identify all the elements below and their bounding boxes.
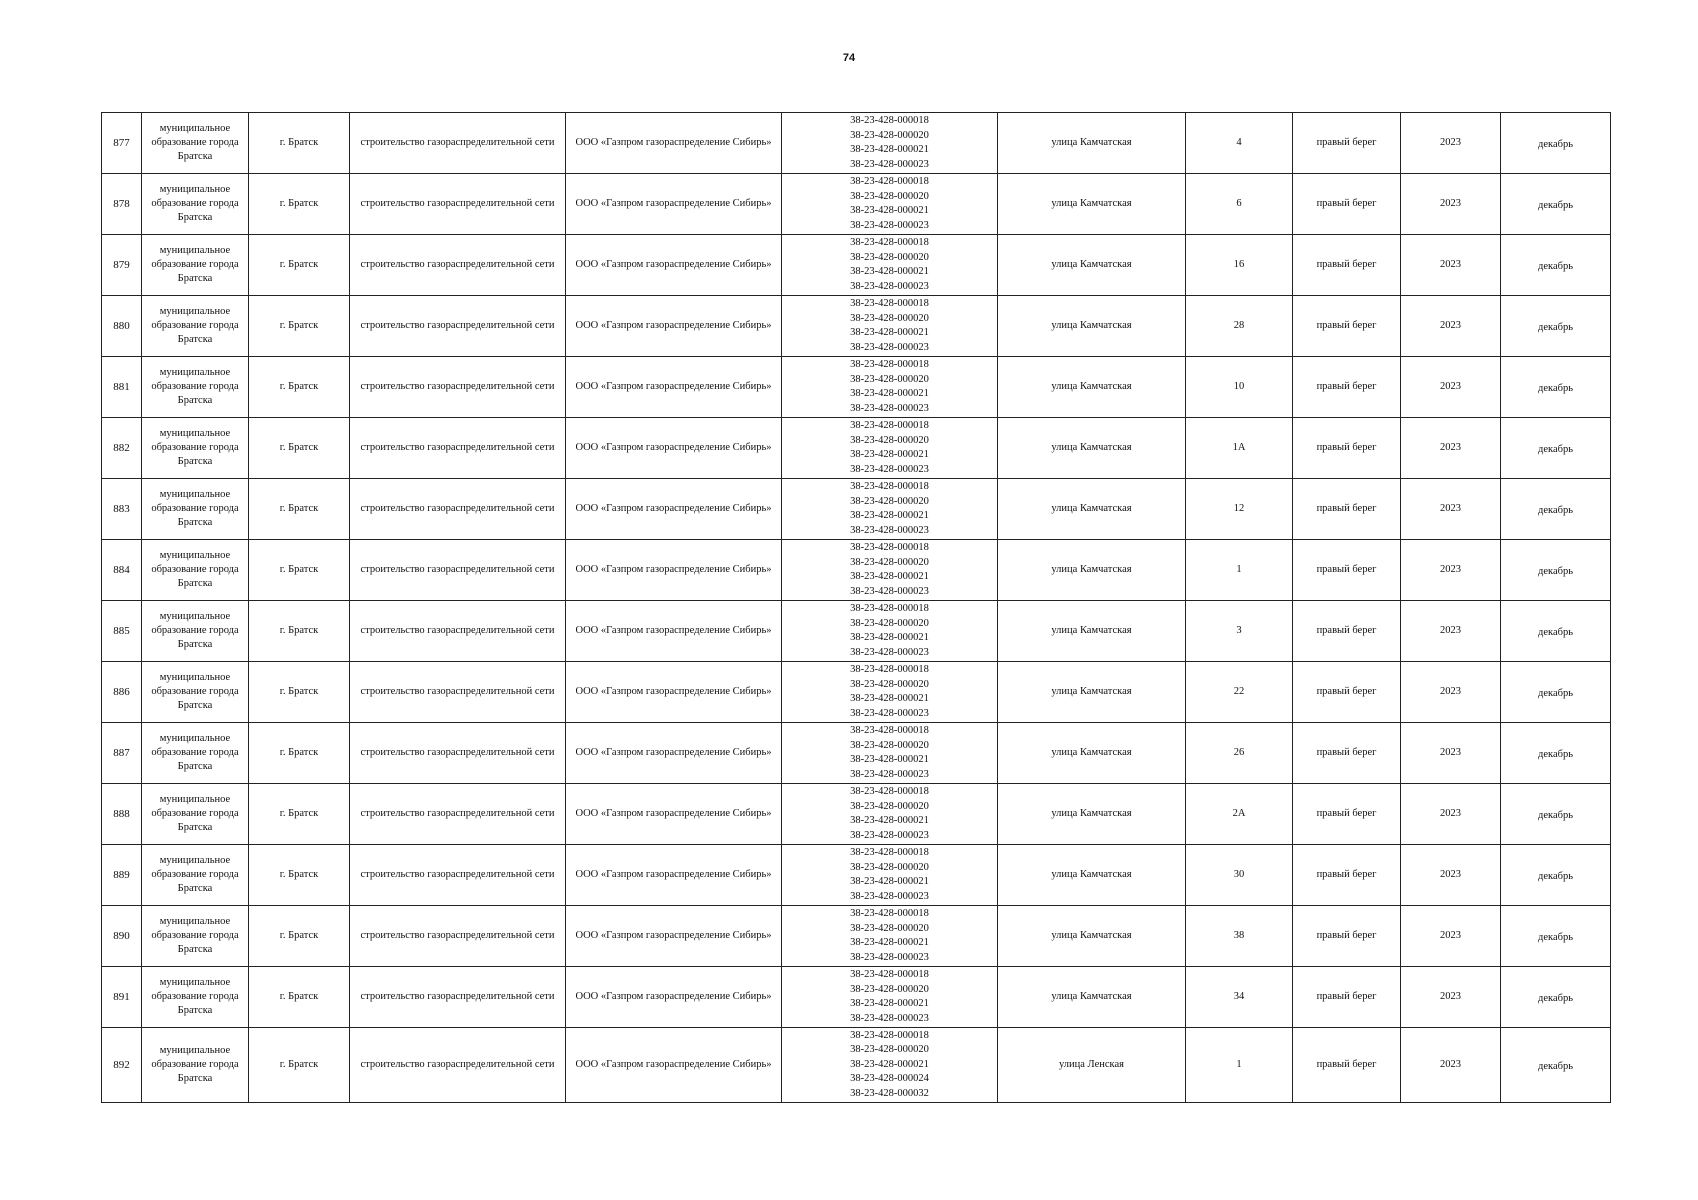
row-number: 879 (102, 235, 142, 296)
river-bank-cell: правый берег (1293, 540, 1401, 601)
year-cell: 2023 (1401, 479, 1501, 540)
cadastral-code: 38-23-428-000021 (850, 998, 929, 1009)
cadastral-code: 38-23-428-000020 (850, 800, 929, 812)
city-cell: г. Братск (249, 906, 350, 967)
row-number: 882 (102, 418, 142, 479)
street-cell: улица Камчатская (998, 906, 1186, 967)
table-row (102, 784, 1611, 845)
cadastral-code: 38-23-428-000021 (850, 510, 929, 521)
street-cell: улица Ленская (998, 1028, 1186, 1103)
table-body (102, 113, 1611, 1103)
street-cell: улица Камчатская (998, 540, 1186, 601)
municipality-cell: муниципальное образование города Братска (142, 662, 249, 723)
cadastral-code: 38-23-428-000020 (850, 495, 929, 507)
year-cell: 2023 (1401, 723, 1501, 784)
cadastral-code: 38-23-428-000018 (850, 1029, 929, 1041)
cadastral-codes-cell (782, 1028, 998, 1103)
cadastral-code: 38-23-428-000020 (850, 922, 929, 934)
cadastral-codes-cell (782, 296, 998, 357)
cadastral-codes-cell (782, 723, 998, 784)
cadastral-code: 38-23-428-000021 (850, 388, 929, 399)
municipality-cell: муниципальное образование города Братска (142, 723, 249, 784)
cadastral-code: 38-23-428-000023 (850, 585, 929, 597)
table-row (102, 662, 1611, 723)
cadastral-code: 38-23-428-000020 (850, 434, 929, 446)
page-number: 74 (842, 52, 856, 64)
row-number: 888 (102, 784, 142, 845)
company-cell: ООО «Газпром газораспределение Сибирь» (566, 906, 782, 967)
year-cell: 2023 (1401, 113, 1501, 174)
city-cell: г. Братск (249, 967, 350, 1028)
city-cell: г. Братск (249, 723, 350, 784)
table-row (102, 296, 1611, 357)
cadastral-code: 38-23-428-000023 (850, 951, 929, 963)
street-cell: улица Камчатская (998, 296, 1186, 357)
work-type-cell: строительство газораспределительной сети (350, 540, 566, 601)
cadastral-code: 38-23-428-000023 (850, 646, 929, 658)
house-number-cell: 10 (1186, 357, 1293, 418)
row-number: 883 (102, 479, 142, 540)
cadastral-codes-cell (782, 235, 998, 296)
year-cell: 2023 (1401, 906, 1501, 967)
municipality-cell: муниципальное образование города Братска (142, 296, 249, 357)
year-cell: 2023 (1401, 540, 1501, 601)
city-cell: г. Братск (249, 479, 350, 540)
year-cell: 2023 (1401, 418, 1501, 479)
cadastral-code: 38-23-428-000018 (850, 542, 929, 553)
month-cell: декабрь (1501, 906, 1611, 967)
municipality-cell: муниципальное образование города Братска (142, 235, 249, 296)
cadastral-code: 38-23-428-000023 (850, 768, 929, 780)
cadastral-code: 38-23-428-000023 (850, 402, 929, 414)
table-row (102, 1028, 1611, 1103)
house-number-cell: 22 (1186, 662, 1293, 723)
municipality-cell: муниципальное образование города Братска (142, 479, 249, 540)
cadastral-code: 38-23-428-000024 (850, 1073, 929, 1085)
cadastral-code: 38-23-428-000020 (850, 678, 929, 690)
month-cell: декабрь (1501, 235, 1611, 296)
company-cell: ООО «Газпром газораспределение Сибирь» (566, 723, 782, 784)
street-cell: улица Камчатская (998, 479, 1186, 540)
work-type-cell: строительство газораспределительной сети (350, 174, 566, 235)
work-type-cell: строительство газораспределительной сети (350, 113, 566, 174)
cadastral-code: 38-23-428-000018 (850, 237, 929, 248)
cadastral-codes-cell (782, 784, 998, 845)
house-number-cell: 30 (1186, 845, 1293, 906)
cadastral-code: 38-23-428-000018 (850, 603, 929, 614)
cadastral-code: 38-23-428-000023 (850, 463, 929, 475)
year-cell: 2023 (1401, 967, 1501, 1028)
city-cell: г. Братск (249, 1028, 350, 1103)
row-number: 886 (102, 662, 142, 723)
river-bank-cell: правый берег (1293, 296, 1401, 357)
municipality-cell: муниципальное образование города Братска (142, 418, 249, 479)
month-cell: декабрь (1501, 174, 1611, 235)
street-cell: улица Камчатская (998, 601, 1186, 662)
month-cell: декабрь (1501, 296, 1611, 357)
month-cell: декабрь (1501, 357, 1611, 418)
cadastral-code: 38-23-428-000018 (850, 359, 929, 370)
month-cell: декабрь (1501, 784, 1611, 845)
cadastral-code: 38-23-428-000018 (850, 786, 929, 797)
house-number-cell: 38 (1186, 906, 1293, 967)
house-number-cell: 28 (1186, 296, 1293, 357)
cadastral-code: 38-23-428-000020 (850, 861, 929, 873)
year-cell: 2023 (1401, 235, 1501, 296)
row-number: 891 (102, 967, 142, 1028)
municipality-cell: муниципальное образование города Братска (142, 1028, 249, 1103)
municipality-cell: муниципальное образование города Братска (142, 174, 249, 235)
cadastral-code: 38-23-428-000020 (850, 373, 929, 385)
cadastral-code: 38-23-428-000021 (850, 266, 929, 277)
work-type-cell: строительство газораспределительной сети (350, 906, 566, 967)
cadastral-code: 38-23-428-000023 (850, 280, 929, 292)
cadastral-code: 38-23-428-000020 (850, 251, 929, 263)
river-bank-cell: правый берег (1293, 235, 1401, 296)
river-bank-cell: правый берег (1293, 357, 1401, 418)
cadastral-code: 38-23-428-000018 (850, 725, 929, 736)
cadastral-code: 38-23-428-000018 (850, 847, 929, 858)
house-number-cell: 3 (1186, 601, 1293, 662)
row-number: 889 (102, 845, 142, 906)
river-bank-cell: правый берег (1293, 601, 1401, 662)
table-row (102, 723, 1611, 784)
company-cell: ООО «Газпром газораспределение Сибирь» (566, 967, 782, 1028)
cadastral-codes-cell (782, 906, 998, 967)
municipality-cell: муниципальное образование города Братска (142, 967, 249, 1028)
work-type-cell: строительство газораспределительной сети (350, 845, 566, 906)
work-type-cell: строительство газораспределительной сети (350, 296, 566, 357)
city-cell: г. Братск (249, 357, 350, 418)
street-cell: улица Камчатская (998, 418, 1186, 479)
year-cell: 2023 (1401, 1028, 1501, 1103)
cadastral-code: 38-23-428-000021 (850, 815, 929, 826)
cadastral-code: 38-23-428-000021 (850, 449, 929, 460)
company-cell: ООО «Газпром газораспределение Сибирь» (566, 601, 782, 662)
company-cell: ООО «Газпром газораспределение Сибирь» (566, 540, 782, 601)
river-bank-cell: правый берег (1293, 967, 1401, 1028)
cadastral-code: 38-23-428-000018 (850, 481, 929, 492)
house-number-cell: 6 (1186, 174, 1293, 235)
table-row (102, 540, 1611, 601)
row-number: 892 (102, 1028, 142, 1103)
city-cell: г. Братск (249, 601, 350, 662)
house-number-cell: 4 (1186, 113, 1293, 174)
work-type-cell: строительство газораспределительной сети (350, 784, 566, 845)
cadastral-code: 38-23-428-000021 (850, 693, 929, 704)
work-type-cell: строительство газораспределительной сети (350, 662, 566, 723)
city-cell: г. Братск (249, 174, 350, 235)
month-cell: декабрь (1501, 723, 1611, 784)
municipality-cell: муниципальное образование города Братска (142, 113, 249, 174)
river-bank-cell: правый берег (1293, 906, 1401, 967)
cadastral-code: 38-23-428-000021 (850, 144, 929, 155)
river-bank-cell: правый берег (1293, 784, 1401, 845)
cadastral-code: 38-23-428-000020 (850, 312, 929, 324)
cadastral-code: 38-23-428-000020 (850, 983, 929, 995)
work-type-cell: строительство газораспределительной сети (350, 357, 566, 418)
cadastral-code: 38-23-428-000020 (850, 1044, 929, 1056)
row-number: 885 (102, 601, 142, 662)
row-number: 884 (102, 540, 142, 601)
cadastral-codes-cell (782, 479, 998, 540)
cadastral-code: 38-23-428-000020 (850, 617, 929, 629)
cadastral-codes-cell (782, 174, 998, 235)
cadastral-code: 38-23-428-000021 (850, 571, 929, 582)
street-cell: улица Камчатская (998, 723, 1186, 784)
city-cell: г. Братск (249, 113, 350, 174)
city-cell: г. Братск (249, 296, 350, 357)
table-row (102, 418, 1611, 479)
cadastral-code: 38-23-428-000018 (850, 420, 929, 431)
table-row (102, 906, 1611, 967)
work-type-cell: строительство газораспределительной сети (350, 479, 566, 540)
cadastral-codes-cell (782, 357, 998, 418)
work-type-cell: строительство газораспределительной сети (350, 723, 566, 784)
street-cell: улица Камчатская (998, 784, 1186, 845)
house-number-cell: 12 (1186, 479, 1293, 540)
river-bank-cell: правый берег (1293, 418, 1401, 479)
year-cell: 2023 (1401, 296, 1501, 357)
city-cell: г. Братск (249, 418, 350, 479)
cadastral-codes-cell (782, 540, 998, 601)
cadastral-codes-cell (782, 113, 998, 174)
river-bank-cell: правый берег (1293, 662, 1401, 723)
municipality-cell: муниципальное образование города Братска (142, 540, 249, 601)
cadastral-code: 38-23-428-000021 (850, 205, 929, 216)
cadastral-codes-cell (782, 967, 998, 1028)
river-bank-cell: правый берег (1293, 479, 1401, 540)
cadastral-code: 38-23-428-000021 (850, 327, 929, 338)
city-cell: г. Братск (249, 540, 350, 601)
city-cell: г. Братск (249, 845, 350, 906)
cadastral-code: 38-23-428-000023 (850, 707, 929, 719)
house-number-cell: 1 (1186, 1028, 1293, 1103)
cadastral-code: 38-23-428-000023 (850, 1012, 929, 1024)
company-cell: ООО «Газпром газораспределение Сибирь» (566, 784, 782, 845)
cadastral-code: 38-23-428-000032 (850, 1087, 929, 1099)
month-cell: декабрь (1501, 601, 1611, 662)
cadastral-codes-cell (782, 418, 998, 479)
year-cell: 2023 (1401, 784, 1501, 845)
cadastral-code: 38-23-428-000023 (850, 890, 929, 902)
year-cell: 2023 (1401, 357, 1501, 418)
table-row (102, 601, 1611, 662)
municipality-cell: муниципальное образование города Братска (142, 784, 249, 845)
river-bank-cell: правый берег (1293, 113, 1401, 174)
house-number-cell: 2А (1186, 784, 1293, 845)
house-number-cell: 26 (1186, 723, 1293, 784)
table-row (102, 113, 1611, 174)
cadastral-code: 38-23-428-000021 (850, 937, 929, 948)
month-cell: декабрь (1501, 967, 1611, 1028)
company-cell: ООО «Газпром газораспределение Сибирь» (566, 418, 782, 479)
street-cell: улица Камчатская (998, 357, 1186, 418)
row-number: 887 (102, 723, 142, 784)
municipality-cell: муниципальное образование города Братска (142, 906, 249, 967)
cadastral-code: 38-23-428-000023 (850, 219, 929, 231)
cadastral-code: 38-23-428-000018 (850, 969, 929, 980)
work-type-cell: строительство газораспределительной сети (350, 418, 566, 479)
company-cell: ООО «Газпром газораспределение Сибирь» (566, 1028, 782, 1103)
city-cell: г. Братск (249, 784, 350, 845)
cadastral-codes-cell (782, 845, 998, 906)
month-cell: декабрь (1501, 479, 1611, 540)
house-number-cell: 34 (1186, 967, 1293, 1028)
river-bank-cell: правый берег (1293, 1028, 1401, 1103)
row-number: 880 (102, 296, 142, 357)
street-cell: улица Камчатская (998, 235, 1186, 296)
cadastral-code: 38-23-428-000023 (850, 158, 929, 170)
city-cell: г. Братск (249, 235, 350, 296)
street-cell: улица Камчатская (998, 662, 1186, 723)
year-cell: 2023 (1401, 601, 1501, 662)
table-row (102, 357, 1611, 418)
month-cell: декабрь (1501, 662, 1611, 723)
month-cell: декабрь (1501, 418, 1611, 479)
city-cell: г. Братск (249, 662, 350, 723)
table-row (102, 479, 1611, 540)
work-type-cell: строительство газораспределительной сети (350, 235, 566, 296)
cadastral-code: 38-23-428-000021 (850, 1058, 929, 1070)
company-cell: ООО «Газпром газораспределение Сибирь» (566, 174, 782, 235)
cadastral-code: 38-23-428-000023 (850, 829, 929, 841)
river-bank-cell: правый берег (1293, 723, 1401, 784)
cadastral-code: 38-23-428-000021 (850, 754, 929, 765)
gasification-schedule-table (101, 112, 1611, 1103)
cadastral-code: 38-23-428-000018 (850, 115, 929, 126)
cadastral-code: 38-23-428-000020 (850, 190, 929, 202)
municipality-cell: муниципальное образование города Братска (142, 601, 249, 662)
municipality-cell: муниципальное образование города Братска (142, 845, 249, 906)
street-cell: улица Камчатская (998, 174, 1186, 235)
company-cell: ООО «Газпром газораспределение Сибирь» (566, 235, 782, 296)
river-bank-cell: правый берег (1293, 845, 1401, 906)
company-cell: ООО «Газпром газораспределение Сибирь» (566, 113, 782, 174)
cadastral-code: 38-23-428-000021 (850, 632, 929, 643)
work-type-cell: строительство газораспределительной сети (350, 967, 566, 1028)
month-cell: декабрь (1501, 113, 1611, 174)
cadastral-code: 38-23-428-000020 (850, 556, 929, 568)
cadastral-code: 38-23-428-000020 (850, 739, 929, 751)
month-cell: декабрь (1501, 1028, 1611, 1103)
municipality-cell: муниципальное образование города Братска (142, 357, 249, 418)
work-type-cell: строительство газораспределительной сети (350, 1028, 566, 1103)
row-number: 890 (102, 906, 142, 967)
month-cell: декабрь (1501, 845, 1611, 906)
month-cell: декабрь (1501, 540, 1611, 601)
street-cell: улица Камчатская (998, 967, 1186, 1028)
cadastral-code: 38-23-428-000020 (850, 129, 929, 141)
cadastral-code: 38-23-428-000018 (850, 176, 929, 187)
cadastral-code: 38-23-428-000023 (850, 524, 929, 536)
cadastral-code: 38-23-428-000023 (850, 341, 929, 353)
cadastral-codes-cell (782, 662, 998, 723)
cadastral-code: 38-23-428-000018 (850, 298, 929, 309)
street-cell: улица Камчатская (998, 113, 1186, 174)
street-cell: улица Камчатская (998, 845, 1186, 906)
table-row (102, 967, 1611, 1028)
cadastral-code: 38-23-428-000018 (850, 664, 929, 675)
company-cell: ООО «Газпром газораспределение Сибирь» (566, 845, 782, 906)
house-number-cell: 16 (1186, 235, 1293, 296)
year-cell: 2023 (1401, 662, 1501, 723)
house-number-cell: 1А (1186, 418, 1293, 479)
house-number-cell: 1 (1186, 540, 1293, 601)
company-cell: ООО «Газпром газораспределение Сибирь» (566, 479, 782, 540)
cadastral-code: 38-23-428-000021 (850, 876, 929, 887)
company-cell: ООО «Газпром газораспределение Сибирь» (566, 296, 782, 357)
cadastral-codes-cell (782, 601, 998, 662)
table-row (102, 235, 1611, 296)
company-cell: ООО «Газпром газораспределение Сибирь» (566, 662, 782, 723)
cadastral-code: 38-23-428-000018 (850, 908, 929, 919)
table-row (102, 845, 1611, 906)
table-row (102, 174, 1611, 235)
year-cell: 2023 (1401, 845, 1501, 906)
company-cell: ООО «Газпром газораспределение Сибирь» (566, 357, 782, 418)
row-number: 877 (102, 113, 142, 174)
river-bank-cell: правый берег (1293, 174, 1401, 235)
row-number: 881 (102, 357, 142, 418)
work-type-cell: строительство газораспределительной сети (350, 601, 566, 662)
year-cell: 2023 (1401, 174, 1501, 235)
row-number: 878 (102, 174, 142, 235)
